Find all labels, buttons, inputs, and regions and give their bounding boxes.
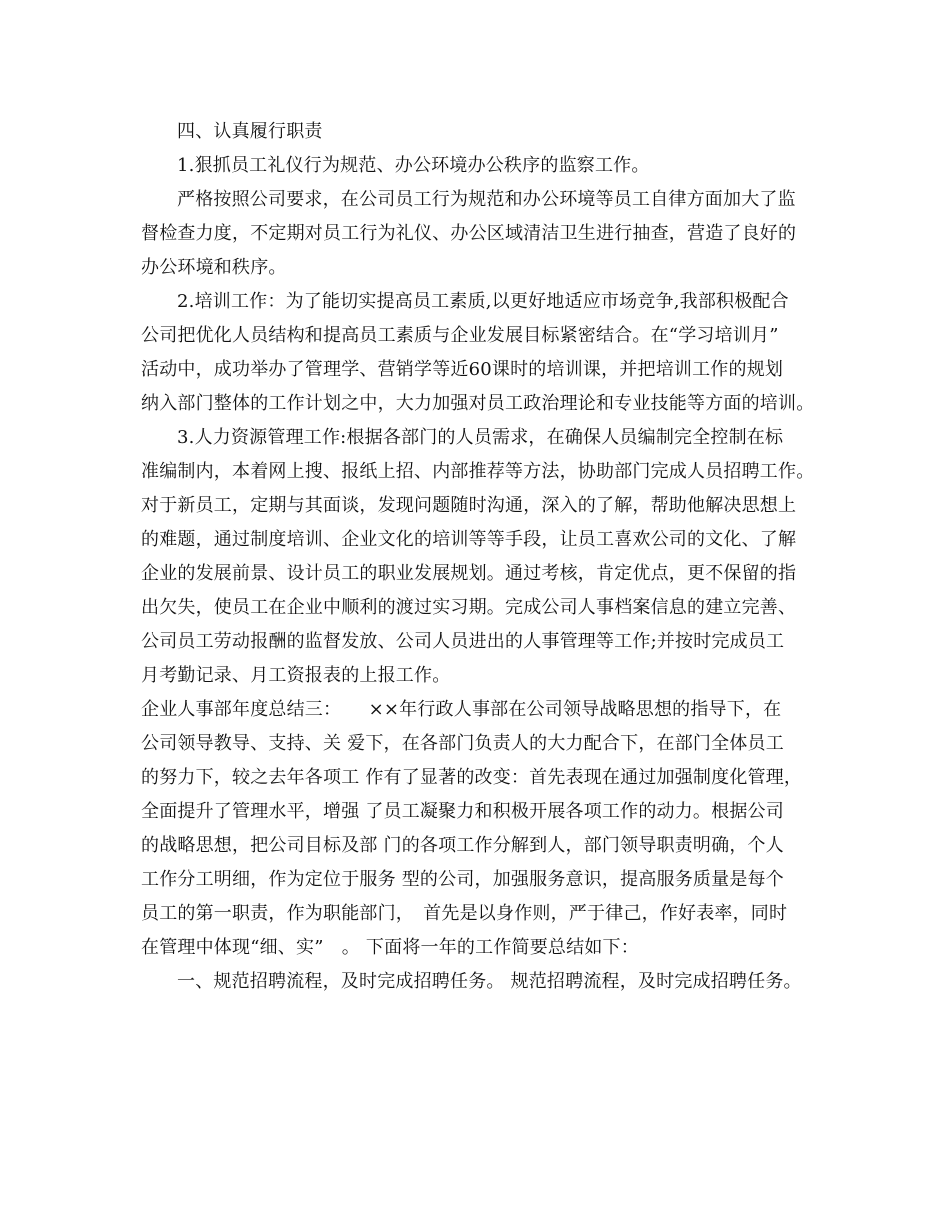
paragraph-line: 严格按照公司要求，在公司员工行为规范和办公环境等员工自律方面加大了监 [177, 189, 796, 210]
paragraph-line: 的战略思想，把公司目标及部 门的各项工作分解到人，部门领导职责明确，个人 [141, 835, 784, 856]
item-3-heading: 3.人力资源管理工作:根据各部门的人员需求，在确保人员编制完全控制在标 [177, 427, 784, 448]
paragraph-line: 全面提升了管理水平，增强 了员工凝聚力和积极开展各项工作的动力。根据公司 [141, 801, 784, 822]
paragraph-line: 工作分工明细，作为定位于服务 型的公司，加强服务意识，提高服务质量是每个 [141, 869, 784, 890]
paragraph-line: 出欠失，使员工在企业中顺利的渡过实习期。完成公司人事档案信息的建立完善、 [141, 597, 797, 618]
paragraph-line: 月考勤记录、月工资报表的上报工作。 [141, 665, 451, 686]
paragraph-line: 纳入部门整体的工作计划之中，大力加强对员工政治理论和专业技能等方面的培训。 [141, 393, 815, 414]
section-heading-4: 四、认真履行职责 [177, 121, 323, 142]
summary-three-heading: 企业人事部年度总结三： ××年行政人事部在公司领导战略思想的指导下，在 [141, 699, 782, 720]
paragraph-line: 在管理中体现“细、实” 。 下面将一年的工作简要总结如下： [141, 937, 639, 958]
paragraph-line: 的难题，通过制度培训、企业文化的培训等等手段，让员工喜欢公司的文化、了解 [141, 529, 797, 550]
paragraph-line: 企业的发展前景、设计员工的职业发展规划。通过考核，肯定优点，更不保留的指 [141, 563, 797, 584]
paragraph-line: 对于新员工，定期与其面谈，发现问题随时沟通，深入的了解，帮助他解决思想上 [141, 495, 797, 516]
paragraph-line: 公司员工劳动报酬的监督发放、公司人员进出的人事管理等工作;并按时完成员工 [141, 631, 785, 652]
paragraph-line: 的努力下，较之去年各项工 作有了显著的改变：首先表现在通过加强制度化管理， [141, 767, 803, 788]
paragraph-line: 员工的第一职责，作为职能部门， 首先是以身作则，严于律己，作好表率，同时 [141, 903, 788, 924]
item-1-heading: 1.狠抓员工礼仪行为规范、办公环境办公秩序的监察工作。 [177, 155, 650, 176]
paragraph-line: 办公环境和秩序。 [141, 257, 287, 278]
paragraph-line: 公司把优化人员结构和提高员工素质与企业发展目标紧密结合。在“学习培训月” [141, 325, 779, 346]
paragraph-line: 公司领导教导、支持、关 爱下，在各部门负责人的大力配合下，在部门全体员工 [141, 733, 784, 754]
paragraph-line: 活动中，成功举办了管理学、营销学等近60课时的培训课，并把培训工作的规划 [141, 359, 784, 380]
section-heading-1: 一、规范招聘流程，及时完成招聘任务。 规范招聘流程，及时完成招聘任务。 [177, 971, 802, 992]
paragraph-line: 准编制内，本着网上搜、报纸上招、内部推荐等方法，协助部门完成人员招聘工作。 [141, 461, 815, 482]
paragraph-line: 督检查力度，不定期对员工行为礼仪、办公区域清洁卫生进行抽查，营造了良好的 [141, 223, 797, 244]
item-2-heading: 2.培训工作：为了能切实提高员工素质,以更好地适应市场竞争,我部积极配合 [177, 291, 789, 312]
